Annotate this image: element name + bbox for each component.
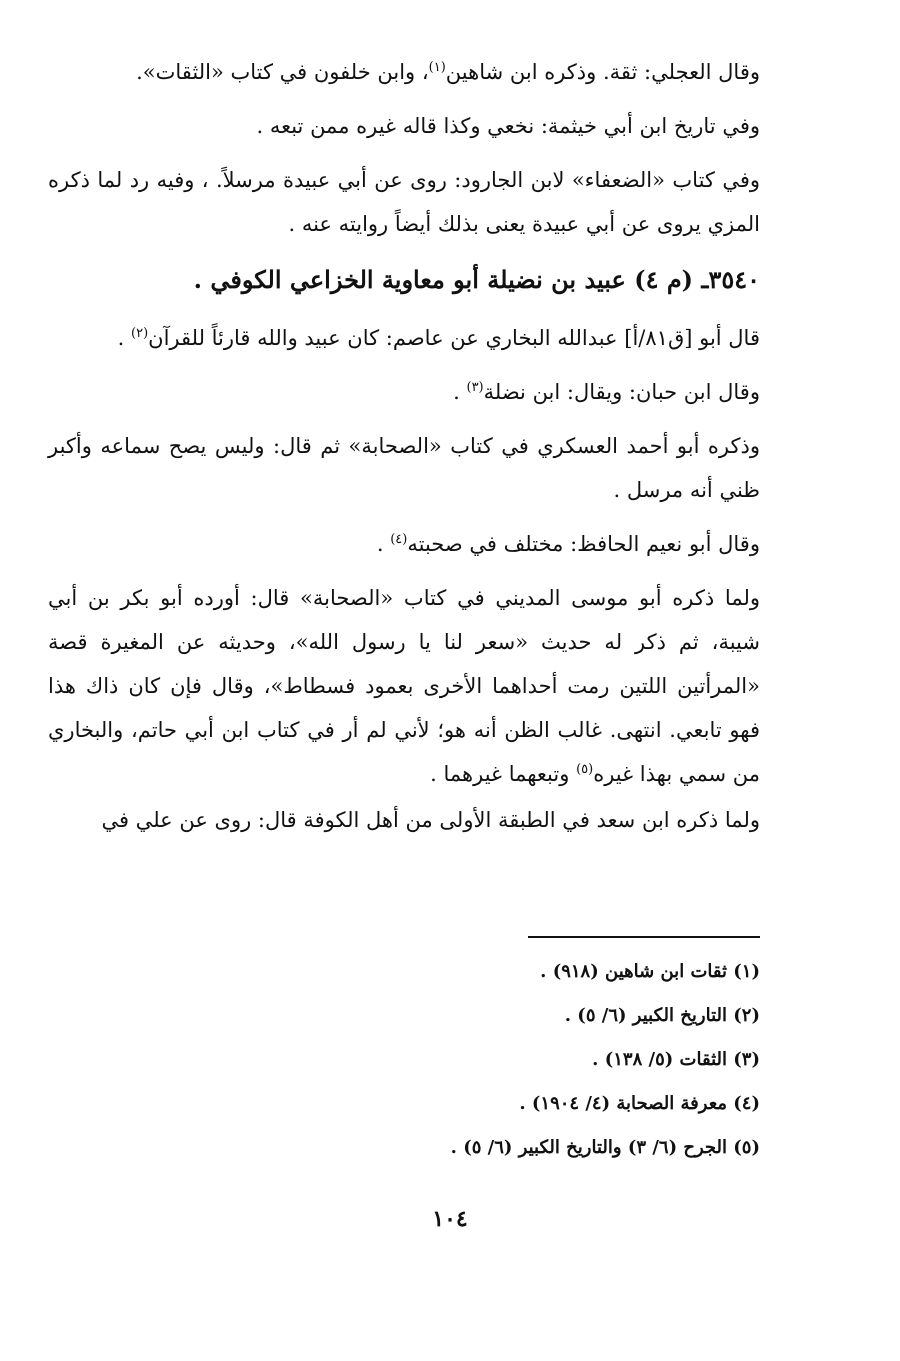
footnote-marker-2: (٢) xyxy=(131,326,149,341)
paragraph-nuaym-rest: . xyxy=(376,532,391,556)
paragraph-nuaym xyxy=(48,522,760,566)
paragraph-askari: وذكره أبو أحمد العسكري في كتاب «الصحابة» ثم قال: وليس يصح سماعه وأكبر ظني أنه مرسل . xyxy=(48,434,760,502)
footnote-marker-5: (٥) xyxy=(576,762,594,777)
footnote-1: (١) ثقات ابن شاهين (٩١٨) . xyxy=(540,961,760,982)
paragraph-nuaym-text: وقال أبو نعيم الحافظ: مختلف في صحبته xyxy=(407,532,760,556)
footnote-3: (٣) الثقات (٥/ ١٣٨) . xyxy=(592,1049,760,1070)
footnotes xyxy=(140,950,760,1170)
footnote-marker-1: (١) xyxy=(428,60,446,75)
footnote-marker-4: (٤) xyxy=(390,532,408,547)
paragraph-ijli-rest: ، وابن خلفون في كتاب «الثقات». xyxy=(136,60,429,84)
paragraph-madini-text: ولما ذكره أبو موسى المديني في كتاب «الصحابة» قال: أورده أبو بكر بن أبي شيبة، ثم ذكر له حديث «سعر لنا يا رسول الله»، وحديثه عن المغيرة قصة «المرأتين اللتين رمت أحداهما الأخرى بعمود فسطاط»، وقال فإن كان ذاك هذا فهو تابعي. انتهى. غالب الظن أنه هو؛ لأني لم أر في كتاب ابن أبي حاتم، والبخاري من سمي بهذا غيره xyxy=(48,586,760,786)
paragraph-bukhari xyxy=(48,316,760,360)
footnote-2: (٢) التاريخ الكبير (٦/ ٥) . xyxy=(564,1005,760,1026)
paragraph-ibn-sad: ولما ذكره ابن سعد في الطبقة الأولى من أهل الكوفة قال: روى عن علي في xyxy=(101,808,760,832)
paragraph-hibban xyxy=(48,370,760,414)
paragraph-hibban-text: وقال ابن حبان: ويقال: ابن نضلة xyxy=(483,380,760,404)
paragraph-hibban-rest: . xyxy=(453,380,467,404)
paragraph-khaythama: وفي تاريخ ابن أبي خيثمة: نخعي وكذا قاله غيره ممن تبعه . xyxy=(256,114,760,138)
paragraph-bukhari-rest: . xyxy=(117,326,132,350)
paragraph-bukhari-text: قال أبو [ق٨١/أ] عبدالله البخاري عن عاصم: كان عبيد والله قارئاً للقرآن xyxy=(148,326,760,350)
footnote-5: (٥) الجرح (٦/ ٣) والتاريخ الكبير (٦/ ٥) . xyxy=(450,1137,760,1158)
entry-heading: ٣٥٤٠ـ (م ٤) عبيد بن نضيلة أبو معاوية الخزاعي الكوفي . xyxy=(193,265,760,294)
footnote-marker-3: (٣) xyxy=(466,380,484,395)
paragraph-ijli xyxy=(48,50,760,94)
page-number: ١٠٤ xyxy=(432,1206,468,1232)
paragraph-ijli-text: وقال العجلي: ثقة. وذكره ابن شاهين xyxy=(445,60,760,84)
footnote-divider xyxy=(528,936,760,938)
paragraph-madini-rest: وتبعهما غيرهما . xyxy=(430,762,577,786)
paragraph-jarud: وفي كتاب «الضعفاء» لابن الجارود: روى عن أبي عبيدة مرسلاً. ، وفيه رد لما ذكره المزي يروى عن أبي عبيدة يعنى بذلك أيضاً روايته عنه . xyxy=(48,168,760,236)
main-text xyxy=(48,50,760,852)
paragraph-madini xyxy=(48,576,760,796)
footnote-4: (٤) معرفة الصحابة (٤/ ١٩٠٤) . xyxy=(519,1093,760,1114)
